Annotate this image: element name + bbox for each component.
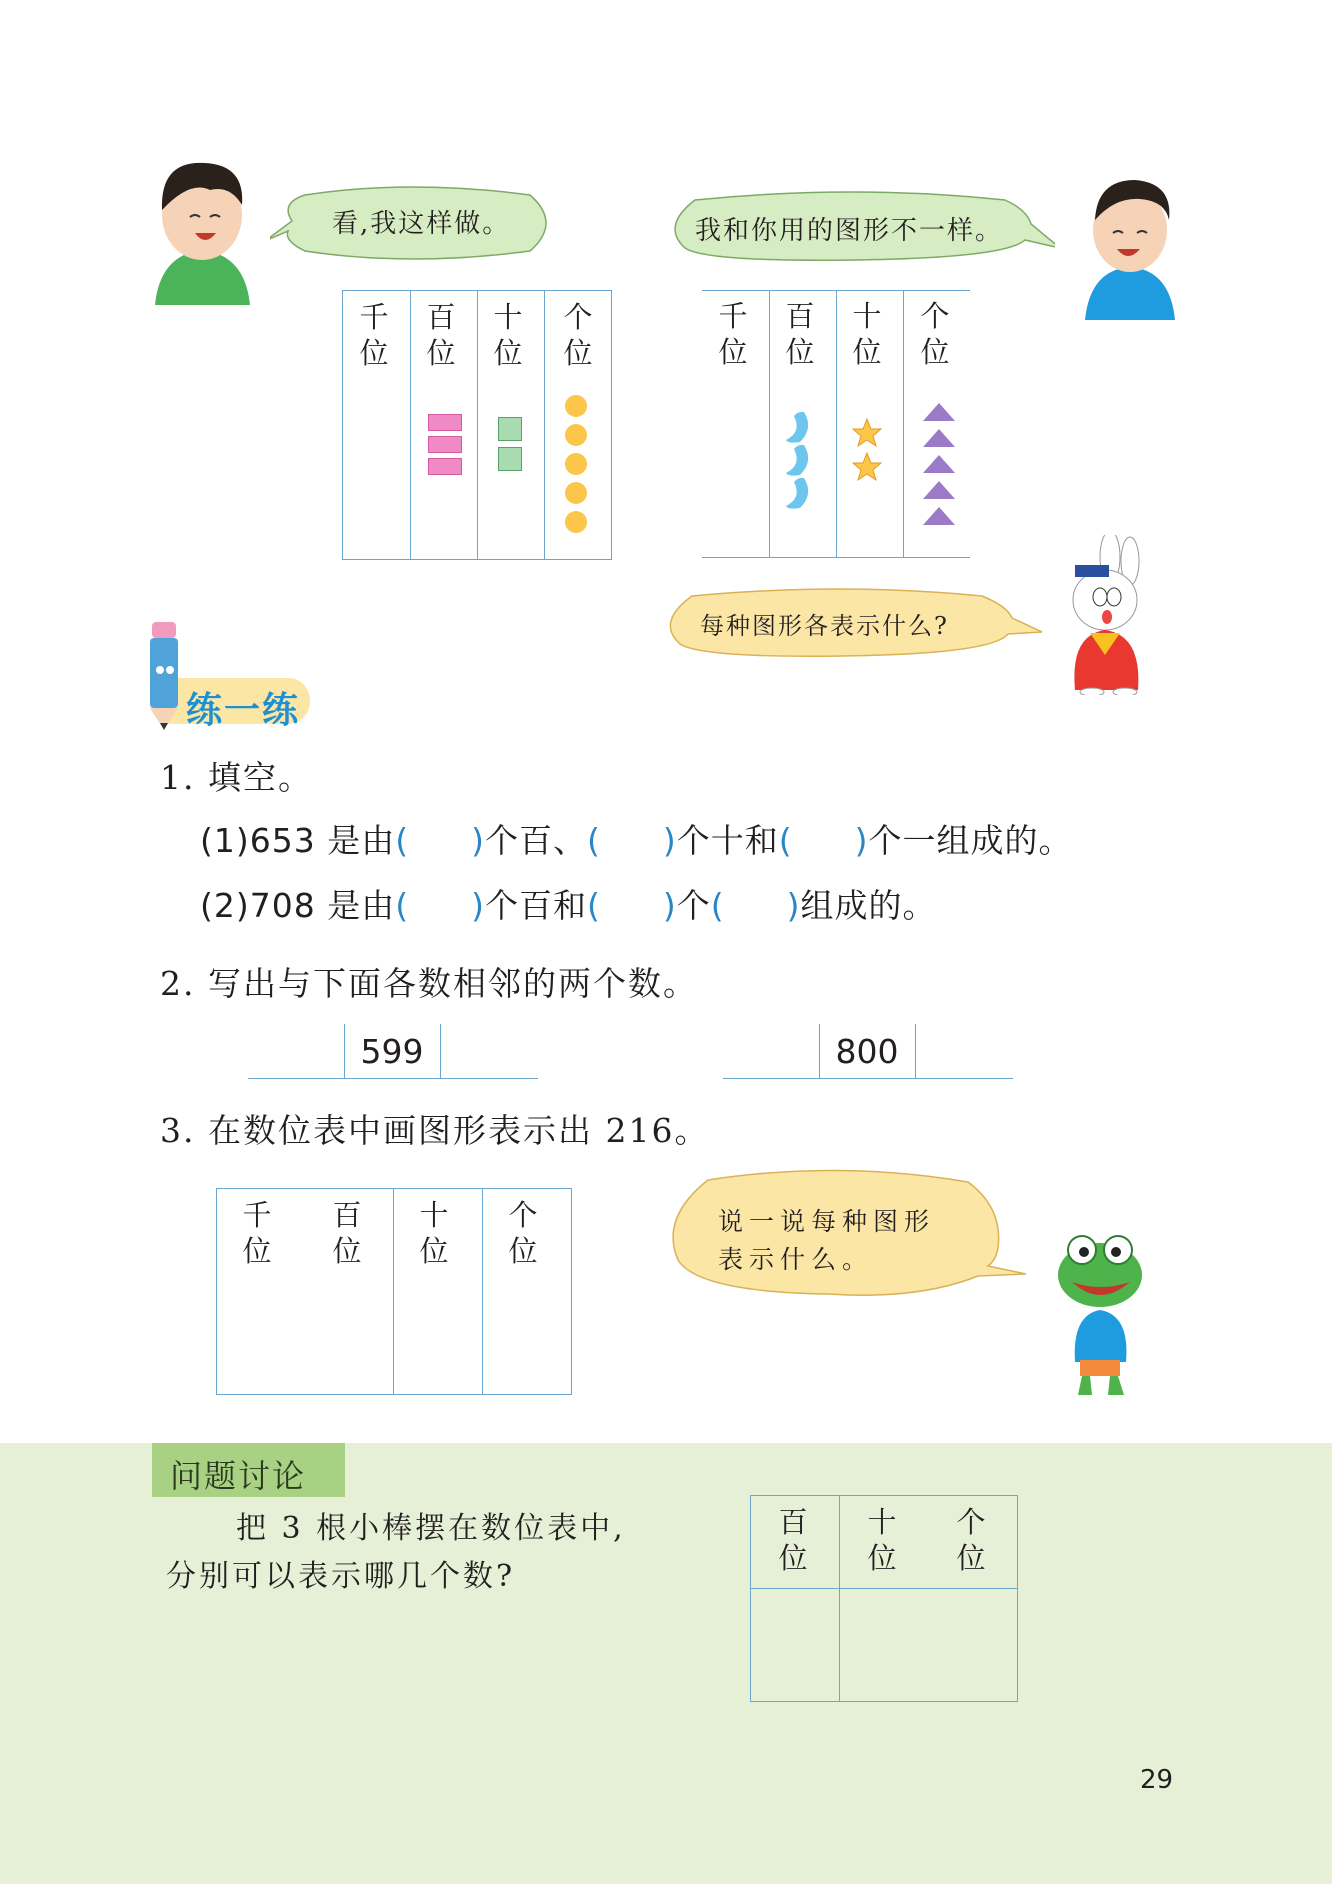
- header-tens: 十 位: [419, 1198, 449, 1268]
- discussion-line1: 把 3 根小棒摆在数位表中,: [236, 1511, 626, 1546]
- star-icon: [852, 418, 882, 452]
- place-value-table-4: [750, 1495, 1018, 1702]
- boy-green-sweater-illustration: [150, 155, 255, 305]
- underline: [723, 1078, 1013, 1079]
- bubble-frog-line1: 说一说每种图形: [718, 1207, 936, 1236]
- triangle-icon: [922, 480, 956, 504]
- q1-line1: (1)653 是由( )个百、( )个十和( )个一组成的。: [200, 821, 1073, 860]
- page-number: 29: [1140, 1765, 1174, 1795]
- speech-bubble-boy1: [270, 185, 560, 260]
- place-value-table-2: [702, 290, 970, 558]
- table3-divider: [393, 1189, 394, 1394]
- q1-title: 1. 填空。: [160, 758, 313, 797]
- table2-divider: [769, 290, 770, 558]
- triangle-icon: [922, 506, 956, 530]
- practice-title: 练一练: [186, 690, 301, 731]
- frog-mascot-illustration: [1050, 1230, 1150, 1400]
- bubble-boy2-text: 我和你用的图形不一样。: [695, 216, 1004, 246]
- yellow-circle-icon: [565, 482, 587, 504]
- table2-divider: [903, 290, 904, 558]
- triangle-icon: [922, 428, 956, 452]
- pink-rectangle-icon: [428, 458, 462, 475]
- number-800: 800: [835, 1032, 899, 1071]
- table4-divider: [839, 1496, 840, 1701]
- bubble-boy1-text: 看,我这样做。: [332, 209, 511, 239]
- q1-line2: (2)708 是由( )个百和( )个( )组成的。: [200, 886, 937, 925]
- header-tens: 十 位: [867, 1505, 897, 1575]
- discussion-line2: 分别可以表示哪几个数?: [166, 1559, 516, 1594]
- tick: [915, 1024, 916, 1079]
- header-hundreds: 百 位: [332, 1198, 362, 1268]
- q3-title: 3. 在数位表中画图形表示出 216。: [160, 1111, 710, 1150]
- bubble-frog-line2: 表示什么。: [718, 1245, 874, 1274]
- q2-title: 2. 写出与下面各数相邻的两个数。: [160, 964, 698, 1003]
- pink-rectangle-icon: [428, 414, 462, 431]
- underline: [248, 1078, 538, 1079]
- table2-divider: [836, 290, 837, 558]
- yellow-circle-icon: [565, 395, 587, 417]
- discussion-section: [0, 1443, 1332, 1884]
- speech-bubble-boy2: [665, 190, 1055, 265]
- number-599: 599: [360, 1032, 424, 1071]
- boy-blue-jacket-illustration: [1085, 175, 1175, 320]
- header-tens: 十 位: [852, 299, 882, 369]
- table1-divider: [477, 291, 478, 559]
- bubble-rabbit-text: 每种图形各表示什么?: [700, 612, 949, 640]
- pencil-mascot-icon: [140, 620, 190, 736]
- neighbor-box-599: [248, 1024, 538, 1080]
- place-value-table-1: [342, 290, 612, 560]
- green-square-icon: [498, 447, 522, 471]
- triangle-icon: [922, 402, 956, 426]
- header-ones: 个 位: [563, 300, 593, 370]
- header-thousands: 千 位: [718, 299, 748, 369]
- speech-bubble-rabbit: [662, 588, 1042, 660]
- yellow-circle-icon: [565, 511, 587, 533]
- neighbor-box-800: [723, 1024, 1013, 1080]
- discussion-label: [152, 1443, 345, 1497]
- table3-divider: [482, 1189, 483, 1394]
- yellow-circle-icon: [565, 453, 587, 475]
- header-ones: 个 位: [508, 1198, 538, 1268]
- moon-icon: [786, 476, 816, 514]
- table4-header-line: [751, 1588, 1017, 1589]
- rabbit-teacher-illustration: [1050, 535, 1150, 695]
- place-value-table-3: [216, 1188, 572, 1395]
- triangle-icon: [922, 454, 956, 478]
- header-thousands: 千 位: [242, 1198, 272, 1268]
- header-hundreds: 百 位: [785, 299, 815, 369]
- header-ones: 个 位: [956, 1505, 986, 1575]
- green-square-icon: [498, 417, 522, 441]
- table1-divider: [410, 291, 411, 559]
- practice-section-header: [130, 620, 330, 730]
- header-hundreds: 百 位: [426, 300, 456, 370]
- tick: [440, 1024, 441, 1079]
- header-thousands: 千 位: [359, 300, 389, 370]
- table1-divider: [544, 291, 545, 559]
- header-tens: 十 位: [493, 300, 523, 370]
- yellow-circle-icon: [565, 424, 587, 446]
- speech-bubble-frog: [668, 1168, 1028, 1300]
- header-hundreds: 百 位: [778, 1505, 808, 1575]
- pink-rectangle-icon: [428, 436, 462, 453]
- header-ones: 个 位: [920, 299, 950, 369]
- star-icon: [852, 452, 882, 486]
- discussion-label-text: 问题讨论: [170, 1457, 307, 1495]
